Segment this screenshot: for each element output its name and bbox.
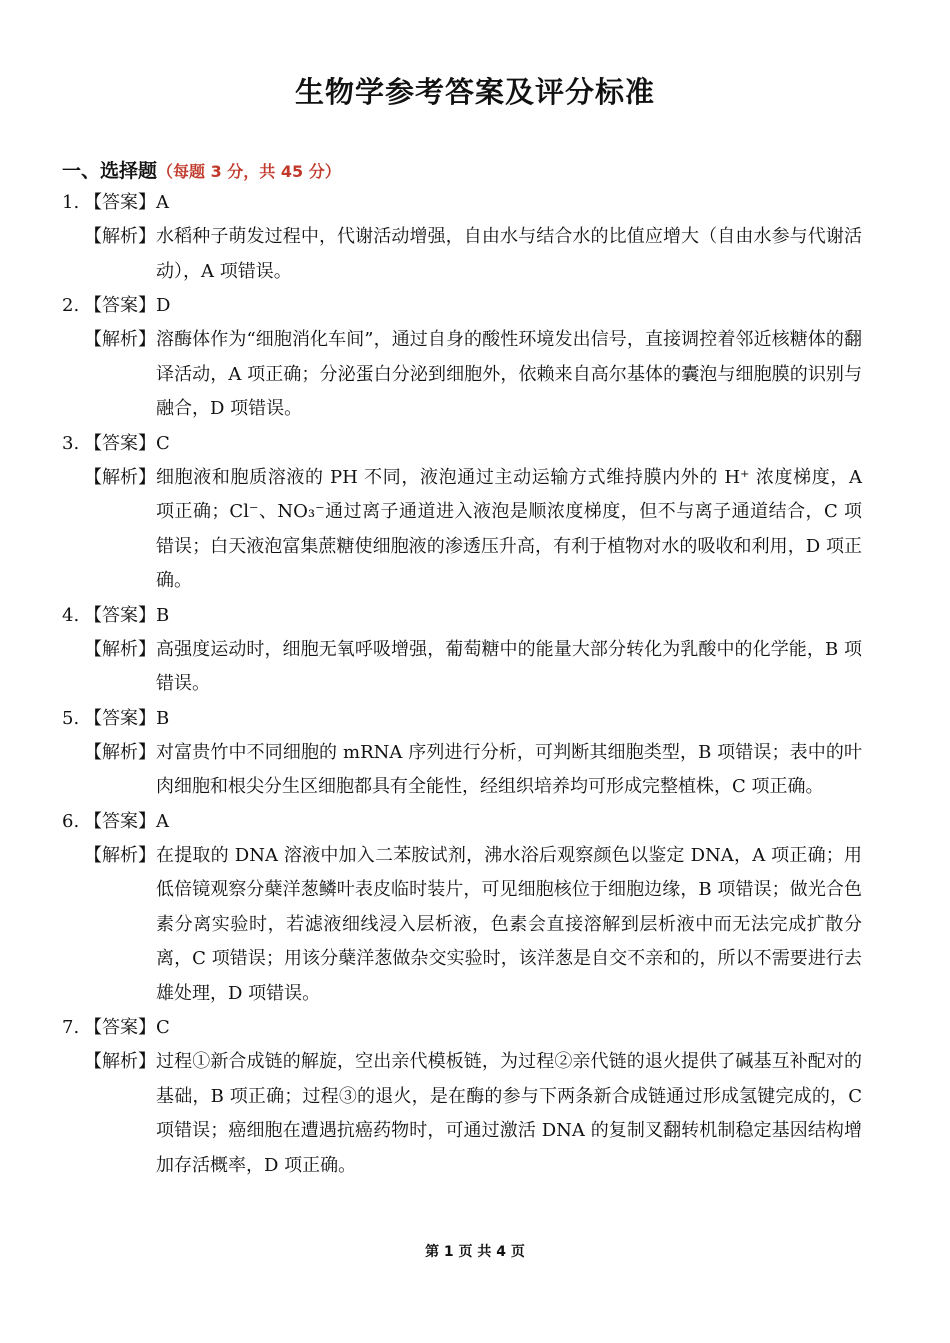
explanation-label: 【解析】 — [84, 741, 156, 763]
answer-value: A — [156, 192, 169, 213]
explanation-text: 对富贵竹中不同细胞的 mRNA 序列进行分析，可判断其细胞类型，B 项错误；表中的叶肉细胞和根尖分生区细胞都具有全能性，经组织培养均可形成完整植株，C 项正确。 — [156, 741, 862, 797]
page-footer: 第 1 页 共 4 页 — [425, 1244, 525, 1260]
explanation-text: 细胞液和胞质溶液的 PH 不同，液泡通过主动运输方式维持膜内外的 H⁺ 浓度梯度，A 项正确；Cl⁻、NO₃⁻通过离子通道进入液泡是顺浓度梯度，但不与离子通道结合，C 项错误；白天液泡富集蔗糖使细胞液的渗透压升高，有利于植物对水的吸收和利用，D 项正确。 — [156, 466, 862, 591]
explanation-block — [62, 220, 862, 289]
explanation-text: 溶酶体作为“细胞消化车间”，通过自身的酸性环境发出信号，直接调控着邻近核糖体的翻译活动，A 项正确；分泌蛋白分泌到细胞外，依赖来自高尔基体的囊泡与细胞膜的识别与融合，D 项错误。 — [156, 329, 862, 419]
question-item — [62, 289, 862, 427]
answer-value: B — [156, 604, 170, 626]
answer-value: A — [156, 810, 169, 832]
question-number: 6. — [62, 810, 80, 832]
answer-label: 【答案】 — [84, 432, 156, 454]
answer-line — [62, 805, 862, 839]
explanation-label: 【解析】 — [84, 638, 156, 660]
question-item — [62, 427, 862, 599]
question-number: 4. — [62, 604, 80, 626]
question-item — [62, 186, 862, 289]
explanation-block — [62, 736, 862, 805]
section-heading — [62, 156, 341, 183]
question-number: 3. — [62, 432, 80, 454]
section-heading-text: 一、选择题 — [62, 160, 158, 182]
answer-line — [62, 427, 862, 461]
question-item — [62, 805, 862, 1012]
explanation-block — [62, 839, 862, 1012]
question-number: 2. — [62, 295, 80, 316]
explanation-label: 【解析】 — [84, 466, 156, 488]
explanation-block — [62, 461, 862, 599]
question-number: 7. — [62, 1017, 80, 1038]
answer-label: 【答案】 — [84, 1017, 156, 1038]
question-item — [62, 702, 862, 805]
answer-line — [62, 289, 862, 323]
explanation-text: 高强度运动时，细胞无氧呼吸增强，葡萄糖中的能量大部分转化为乳酸中的化学能，B 项错误。 — [156, 638, 862, 694]
answer-label: 【答案】 — [84, 192, 156, 213]
answer-line — [62, 599, 862, 633]
answer-label: 【答案】 — [84, 604, 156, 626]
explanation-text: 在提取的 DNA 溶液中加入二苯胺试剂，沸水浴后观察颜色以鉴定 DNA，A 项正确；用低倍镜观察分蘖洋葱鳞叶表皮临时装片，可见细胞核位于细胞边缘，B 项错误；做光合色素分离实验时，若滤液细线浸入层析液，色素会直接溶解到层析液中而无法完成扩散分离，C 项错误；用该分蘖洋葱做杂交实验时，该洋葱是自交不亲和的，所以不需要进行去雄处理，D 项错误。 — [156, 844, 862, 1004]
answer-value: C — [156, 1017, 170, 1038]
answer-value: D — [156, 295, 171, 316]
answer-line — [62, 186, 862, 220]
question-number: 1. — [62, 192, 80, 213]
explanation-text: 过程①新合成链的解旋，空出亲代模板链，为过程②亲代链的退火提供了碱基互补配对的基础，B 项正确；过程③的退火，是在酶的参与下两条新合成链通过形成氢键完成的，C 项错误；癌细胞在遭遇抗癌药物时，可通过激活 DNA 的复制叉翻转机制稳定基因结构增加存活概率，D 项正确。 — [156, 1051, 862, 1176]
page-title: 生物学参考答案及评分标准 — [294, 75, 655, 109]
explanation-label: 【解析】 — [84, 1051, 156, 1072]
explanation-block — [62, 633, 862, 702]
answer-label: 【答案】 — [84, 295, 156, 316]
explanation-block — [62, 323, 862, 427]
answer-value: B — [156, 707, 170, 729]
question-list — [62, 186, 862, 1183]
question-item — [62, 599, 862, 702]
answer-line — [62, 702, 862, 736]
explanation-label: 【解析】 — [84, 226, 156, 247]
section-score-note: （每题 3 分，共 45 分） — [157, 162, 341, 181]
answer-label: 【答案】 — [84, 707, 156, 729]
explanation-block — [62, 1045, 862, 1183]
explanation-label: 【解析】 — [84, 844, 156, 866]
answer-value: C — [156, 432, 170, 454]
answer-label: 【答案】 — [84, 810, 156, 832]
question-item — [62, 1011, 862, 1183]
question-number: 5. — [62, 707, 80, 729]
answer-line — [62, 1011, 862, 1045]
explanation-text: 水稻种子萌发过程中，代谢活动增强，自由水与结合水的比值应增大（自由水参与代谢活动），A 项错误。 — [156, 226, 862, 282]
explanation-label: 【解析】 — [84, 329, 156, 350]
